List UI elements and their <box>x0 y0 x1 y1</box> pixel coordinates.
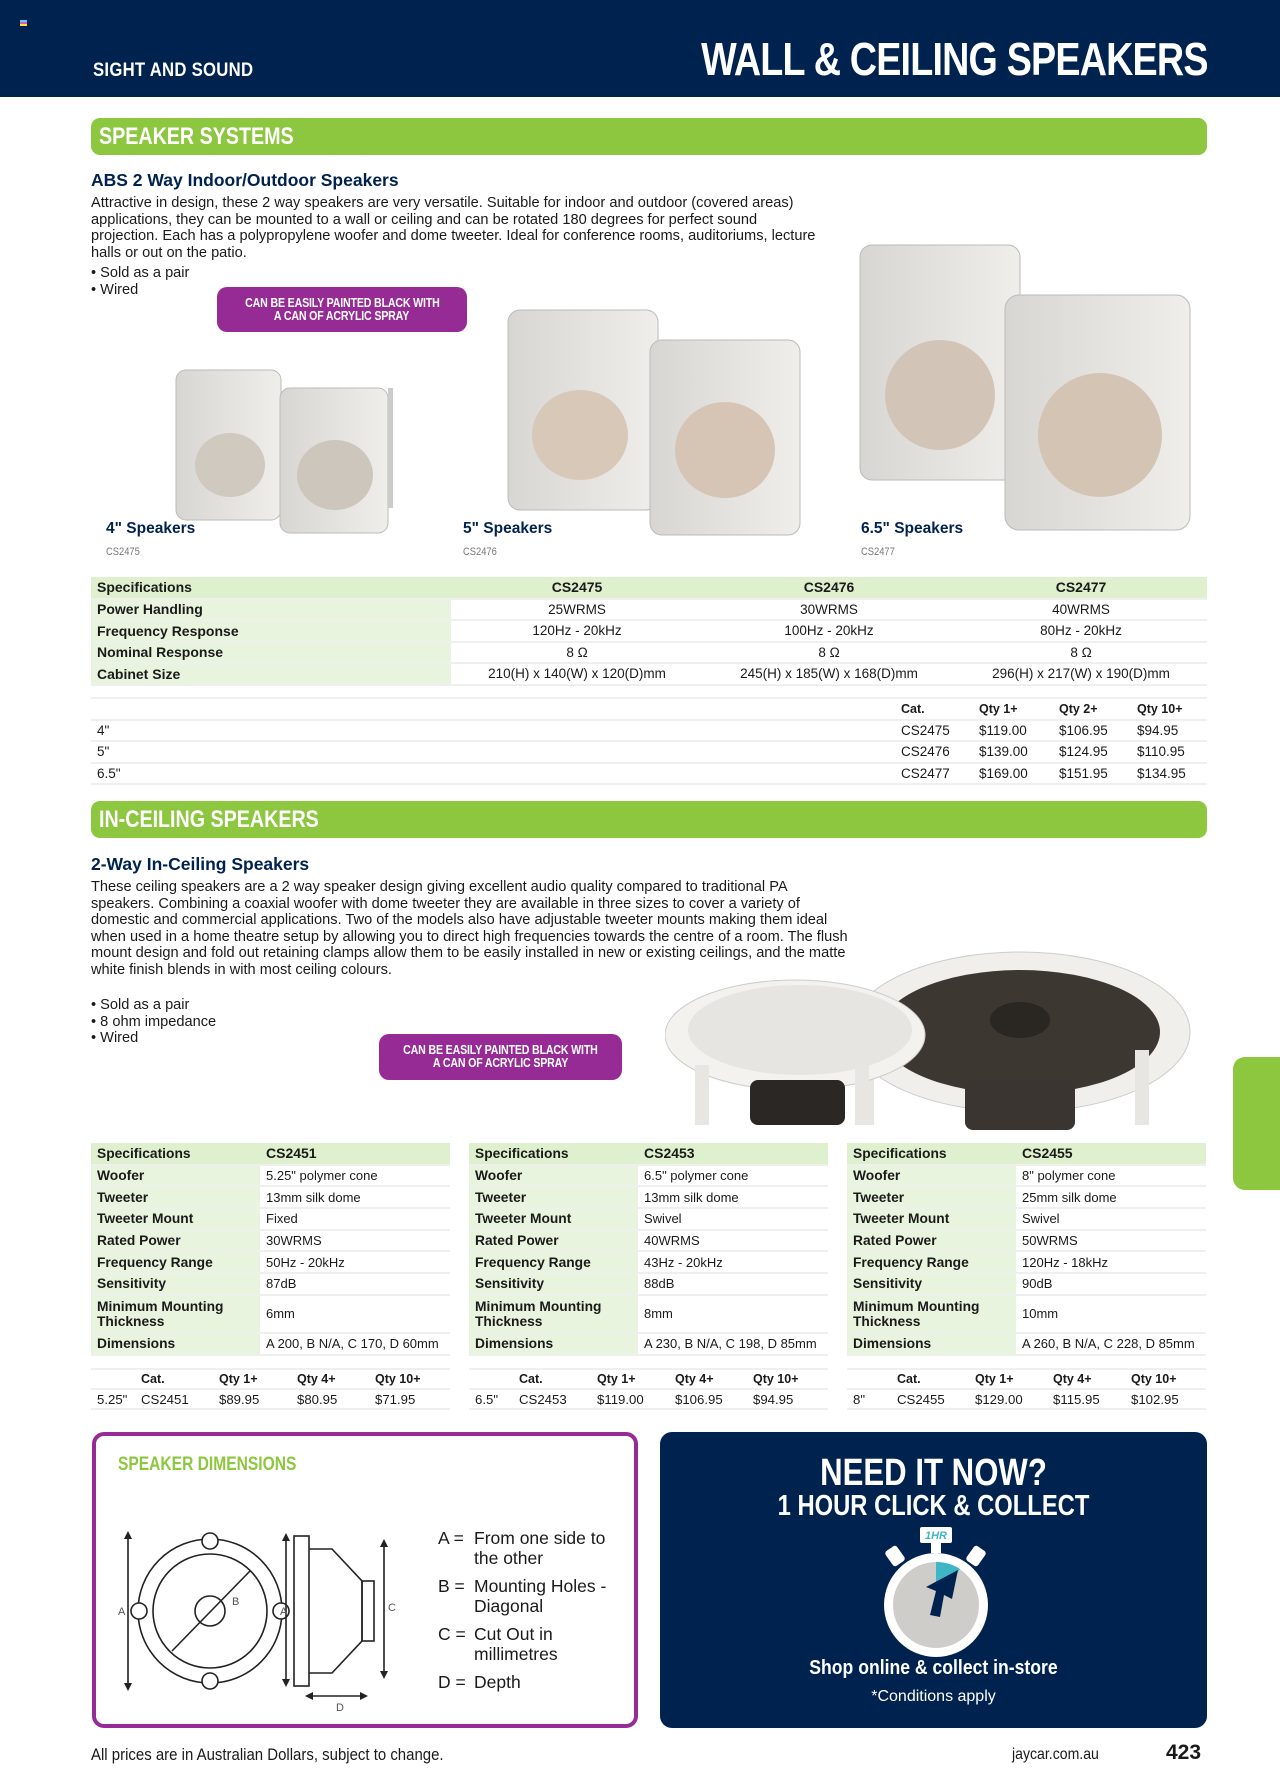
caption-code-5in: CS2476 <box>463 546 497 558</box>
feature-item: • Wired <box>91 1030 139 1046</box>
section-title: SPEAKER SYSTEMS <box>99 123 294 150</box>
feature-item: • Sold as a pair <box>91 997 190 1013</box>
page-header <box>0 0 1280 97</box>
feature-item: • Wired <box>91 281 139 298</box>
section-bar-speaker-systems <box>91 118 1207 155</box>
table-row: 6.5" CS2477 $169.00 $151.95 $134.95 <box>91 763 1207 785</box>
click-collect-shop-text: Shop online & collect in-store <box>809 1657 1058 1679</box>
section-title: IN-CEILING SPEAKERS <box>99 806 319 833</box>
section-label: SIGHT AND SOUND <box>93 60 254 81</box>
price-table-cs2453: Cat. Qty 1+ Qty 4+ Qty 10+ 6.5" CS2453 $119.00 $106.95 $94.95 <box>469 1368 828 1410</box>
legend-item-c: C = Cut Out in millimetres <box>438 1624 558 1664</box>
svg-text:D: D <box>336 1702 344 1711</box>
table-header-row: Specifications CS2475 CS2476 CS2477 <box>91 577 1207 599</box>
dimensions-title: SPEAKER DIMENSIONS <box>118 1454 297 1475</box>
click-collect-subhead: 1 HOUR CLICK & COLLECT <box>777 1490 1090 1522</box>
table-row: 4" CS2475 $119.00 $106.95 $94.95 <box>91 720 1207 742</box>
page-number: 423 <box>1166 1741 1202 1764</box>
table-row: 6.5" CS2453 $119.00 $106.95 $94.95 <box>469 1389 828 1409</box>
click-collect-banner[interactable] <box>660 1432 1207 1728</box>
color-registration-mark <box>20 20 27 27</box>
paint-callout-badge: CAN BE EASILY PAINTED BLACK WITH A CAN OF ACRYLIC SPRAY <box>217 287 467 332</box>
spec-table-abs <box>91 577 1207 686</box>
price-table-abs <box>91 697 1207 785</box>
price-table-cs2451: Cat. Qty 1+ Qty 4+ Qty 10+ 5.25" CS2451 $89.95 $80.95 $71.95 <box>91 1368 450 1410</box>
table-row: 5" CS2476 $139.00 $124.95 $110.95 <box>91 741 1207 763</box>
page-title: WALL & CEILING SPEAKERS <box>701 33 1208 85</box>
speaker-5in-image <box>500 300 810 540</box>
svg-text:1HR: 1HR <box>924 1530 948 1542</box>
product-description-in-ceiling: These ceiling speakers are a 2 way speaker design giving excellent audio quality compared to traditional PA speakers. Combining a coaxial woofer with dome tweeter they are available in three sizes to cover a variety of domestic and commercial applications. Two of the models also have adjustable tweeter mounts making them ideal when used in a home theatre setup by allowing you to direct high frequencies towards the centre of a room. The flush mount design and fold out retaining clamps allow them to be easily installed in new or existing ceilings, and the matte white finish blends in with most ceiling colours. <box>91 879 848 978</box>
legend-item-b: B = Mounting Holes - Diagonal <box>438 1576 607 1616</box>
table-header-row: Cat. Qty 1+ Qty 2+ Qty 10+ <box>91 698 1207 720</box>
caption-code-4in: CS2475 <box>106 546 140 558</box>
feature-list-in-ceiling <box>91 997 216 1047</box>
spec-table-cs2451: Specifications CS2451 Woofer 5.25" polymer cone Tweeter 13mm silk dome Tweeter Mount Fixed Rated Power 30WRMS Frequency Range 50Hz - 20kHz Sensitivity 87dB Minimum Mounting Thickness 6mm Dimensions A 200, B N/A, C 170, D 60mm <box>91 1143 450 1356</box>
section-side-tab[interactable] <box>1233 1057 1280 1190</box>
svg-text:A: A <box>280 1606 288 1618</box>
speaker-4in-image <box>170 360 410 535</box>
website-link[interactable]: jaycar.com.au <box>1012 1746 1099 1763</box>
speaker-dimensions-box <box>92 1432 638 1728</box>
spec-table-cs2453: Specifications CS2453 Woofer 6.5" polymer cone Tweeter 13mm silk dome Tweeter Mount Swivel Rated Power 40WRMS Frequency Range 43Hz - 20kHz Sensitivity 88dB Minimum Mounting Thickness 8mm Dimensions A 230, B N/A, C 198, D 85mm <box>469 1143 828 1356</box>
table-row: Frequency Response 120Hz - 20kHz 100Hz - 20kHz 80Hz - 20kHz <box>91 620 1207 642</box>
table-row: Nominal Response 8 Ω 8 Ω 8 Ω <box>91 642 1207 664</box>
product-title-in-ceiling: 2-Way In-Ceiling Speakers <box>91 854 310 874</box>
spec-table-cs2455: Specifications CS2455 Woofer 8" polymer cone Tweeter 25mm silk dome Tweeter Mount Swivel Rated Power 50WRMS Frequency Range 120Hz - 18kHz Sensitivity 90dB Minimum Mounting Thickness 10mm Dimensions A 260, B N/A, C 228, D 85mm <box>847 1143 1206 1356</box>
dimensions-legend <box>438 1528 614 1700</box>
section-bar-in-ceiling <box>91 801 1207 838</box>
feature-list-abs <box>91 265 189 298</box>
product-title-abs: ABS 2 Way Indoor/Outdoor Speakers <box>91 170 399 190</box>
svg-text:C: C <box>388 1602 396 1614</box>
caption-5in: 5" Speakers <box>463 520 553 537</box>
feature-item: • 8 ohm impedance <box>91 1013 217 1030</box>
feature-item: • Sold as a pair <box>91 265 190 281</box>
click-collect-conditions: *Conditions apply <box>871 1688 996 1705</box>
table-row: 5.25" CS2451 $89.95 $80.95 $71.95 <box>91 1389 450 1409</box>
legend-item-a: A = From one side to the other <box>438 1528 606 1568</box>
price-table-cs2455: Cat. Qty 1+ Qty 4+ Qty 10+ 8" CS2455 $129.00 $115.95 $102.95 <box>847 1368 1206 1410</box>
table-row: Power Handling 25WRMS 30WRMS 40WRMS <box>91 599 1207 621</box>
svg-text:A: A <box>118 1606 126 1618</box>
paint-callout-badge: CAN BE EASILY PAINTED BLACK WITH A CAN OF ACRYLIC SPRAY <box>379 1034 622 1080</box>
svg-text:B: B <box>232 1596 240 1608</box>
dimensions-diagram <box>110 1531 410 1711</box>
product-description-abs: Attractive in design, these 2 way speakers are very versatile. Suitable for indoor and outdoor (covered areas) applications, they can be mounted to a wall or ceiling and can be rotated 180 degrees for perfect sound projection. Each has a polypropylene woofer and dome tweeter. Ideal for conference rooms, auditoriums, lecture halls or out on the patio. <box>91 195 816 261</box>
caption-4in: 4" Speakers <box>106 520 196 537</box>
legend-item-d: D = Depth <box>438 1672 521 1692</box>
speaker-6in-image <box>855 235 1195 535</box>
price-disclaimer: All prices are in Australian Dollars, subject to change. <box>91 1745 444 1764</box>
table-row: Cabinet Size 210(H) x 140(W) x 120(D)mm 245(H) x 185(W) x 168(D)mm 296(H) x 217(W) x 190(D)mm <box>91 663 1207 685</box>
stopwatch-icon <box>878 1525 993 1660</box>
table-row: 8" CS2455 $129.00 $115.95 $102.95 <box>847 1389 1206 1409</box>
caption-6in: 6.5" Speakers <box>861 520 964 537</box>
in-ceiling-speaker-image <box>665 940 1205 1140</box>
caption-code-6in: CS2477 <box>861 546 895 558</box>
click-collect-headline: NEED IT NOW? <box>820 1452 1047 1494</box>
